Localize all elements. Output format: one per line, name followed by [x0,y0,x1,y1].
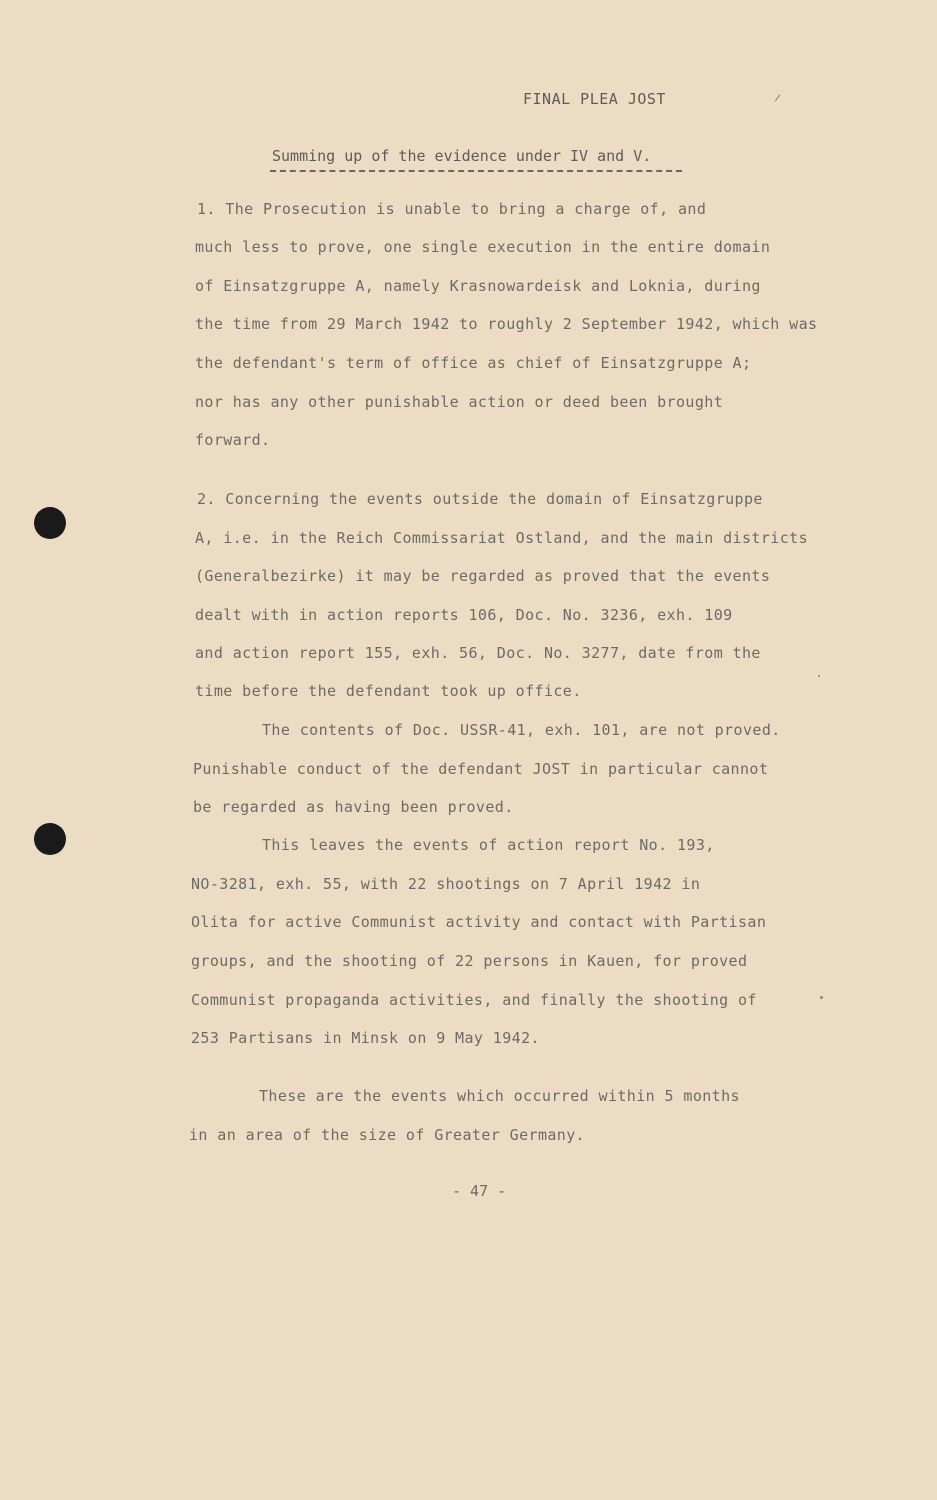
stray-mark [818,675,820,677]
text-line: These are the events which occurred within 5 months [259,1087,740,1105]
page-number: - 47 - [452,1182,507,1200]
page-header: FINAL PLEA JOST [523,90,666,108]
text-line: The contents of Doc. USSR-41, exh. 101, are not proved. [262,721,781,739]
text-line: groups, and the shooting of 22 persons in Kauen, for proved [191,952,748,970]
stray-mark [820,996,823,999]
text-line: Olita for active Communist activity and contact with Partisan [191,913,767,931]
text-line: Punishable conduct of the defendant JOST in particular cannot [193,760,769,778]
text-line: the time from 29 March 1942 to roughly 2 September 1942, which was [195,315,818,333]
stray-mark [775,94,780,101]
text-line: This leaves the events of action report No. 193, [262,836,715,854]
text-line: the defendant's term of office as chief of Einsatzgruppe A; [195,354,752,372]
text-line: 253 Partisans in Minsk on 9 May 1942. [191,1029,540,1047]
text-line: NO-3281, exh. 55, with 22 shootings on 7 April 1942 in [191,875,701,893]
punch-hole [34,507,66,539]
text-line: time before the defendant took up office. [195,682,582,700]
text-line: be regarded as having been proved. [193,798,514,816]
text-line: A, i.e. in the Reich Commissariat Ostland, and the main districts [195,529,808,547]
text-line: 2. Concerning the events outside the domain of Einsatzgruppe [197,490,763,508]
text-line: Communist propaganda activities, and finally the shooting of [191,991,757,1009]
text-line: forward. [195,431,271,449]
text-line: in an area of the size of Greater Germany. [189,1126,586,1144]
text-line: and action report 155, exh. 56, Doc. No. 3277, date from the [195,644,761,662]
punch-hole [34,823,66,855]
section-title: Summing up of the evidence under IV and V. [272,147,652,165]
title-underline [270,170,682,172]
text-line: (Generalbezirke) it may be regarded as proved that the events [195,567,771,585]
text-line: much less to prove, one single execution in the entire domain [195,238,771,256]
text-line: dealt with in action reports 106, Doc. No. 3236, exh. 109 [195,606,733,624]
text-line: 1. The Prosecution is unable to bring a charge of, and [197,200,707,218]
text-line: of Einsatzgruppe A, namely Krasnowardeisk and Loknia, during [195,277,761,295]
text-line: nor has any other punishable action or deed been brought [195,393,724,411]
